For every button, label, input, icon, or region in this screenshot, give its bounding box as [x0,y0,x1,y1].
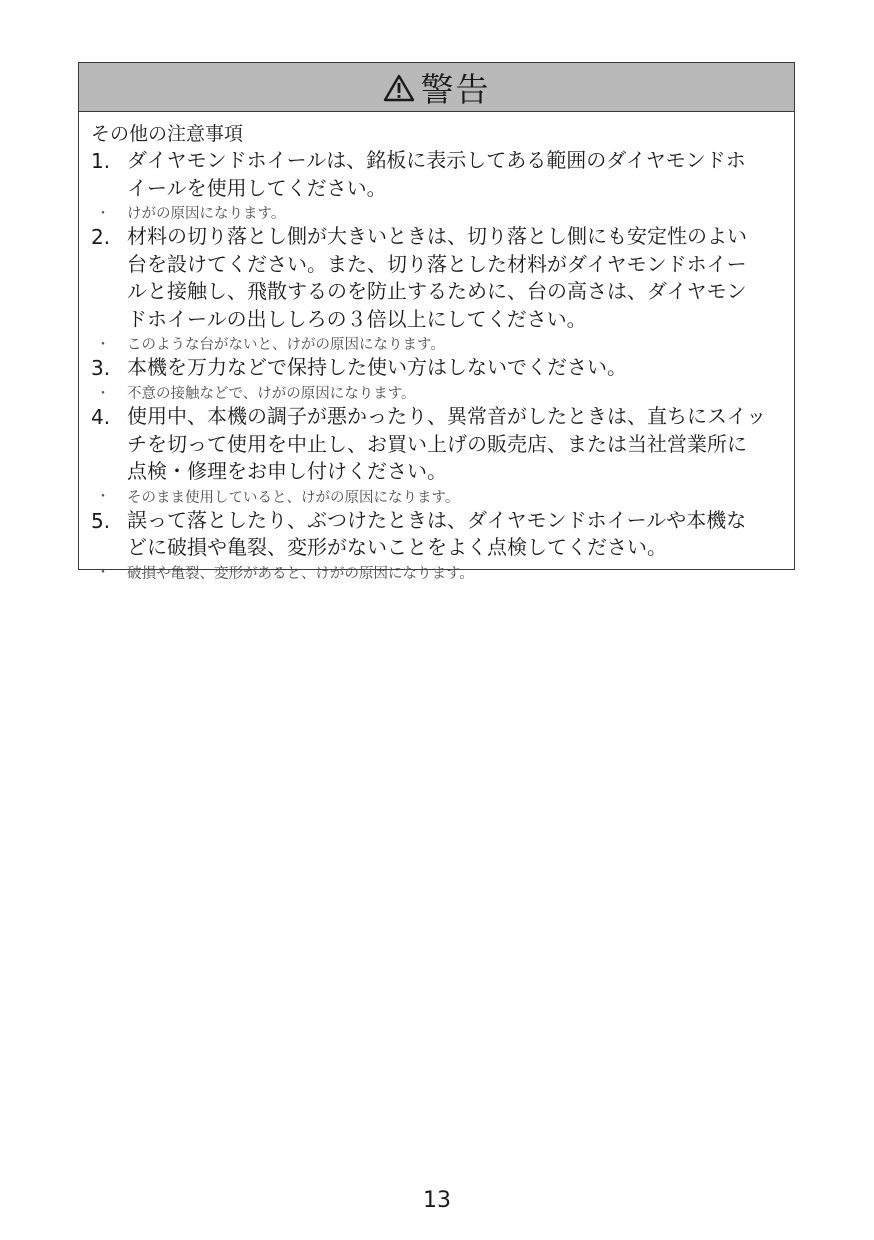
note-bullet: ・ [96,489,110,505]
list-item [91,507,794,562]
note [91,333,794,354]
item-text [127,147,746,202]
item-line: ルと接触し、飛散するのを防止するために、台の高さは、ダイヤモン [127,279,747,303]
item-text [127,223,747,333]
warning-body [79,112,794,583]
item-line: 点検・修理をお申し付けください。 [127,459,447,483]
item-line: チを切って使用を中止し、お買い上げの販売店、または当社営業所に [127,431,747,456]
item-line: ドホイールの出ししろの３倍以上にしてください。 [127,306,587,331]
note-text: 不意の接触などで、けがの原因になります。 [127,386,416,402]
item-line: ダイヤモンドホイールは、銘板に表示してある範囲のダイヤモンドホ [127,148,746,172]
warning-header [79,63,794,112]
item-number: 3. [91,356,111,380]
item-line: 材料の切り落とし側が大きいときは、切り落とし側にも安定性のよい [127,224,747,248]
note-text: このような台がないと、けがの原因になります。 [127,337,445,353]
item-text [127,507,746,562]
section-title: その他の注意事項 [91,123,244,145]
list-item [91,403,794,486]
note-text: けがの原因になります。 [127,206,286,222]
note-text: そのまま使用していると、けがの原因になります。 [127,489,460,506]
note-bullet: ・ [96,385,110,402]
item-line: 使用中、本機の調子が悪かったり、異常音がしたときは、直ちにスイッ [127,404,767,428]
note [91,382,794,403]
item-number: 4. [91,405,111,429]
list-item [91,147,794,202]
item-line: 台を設けてください。また、切り落とした材料がダイヤモンドホイー [127,251,747,276]
note-bullet: ・ [96,565,110,581]
note-text: 破損や亀裂、変形があると、けがの原因になります。 [127,565,474,582]
note [91,202,794,223]
item-text [127,354,627,382]
note-bullet: ・ [96,205,110,222]
item-line: 誤って落としたり、ぶつけたときは、ダイヤモンドホイールや本機な [127,507,747,532]
warning-title: 警告 [420,69,491,109]
list-item [91,354,794,382]
warning-triangle-icon [383,74,415,102]
item-number: 2. [91,225,111,249]
item-text [127,403,766,486]
page-number: 13 [423,1188,451,1213]
note-bullet: ・ [96,336,110,353]
item-line: イールを使用してください。 [127,175,387,200]
warning-box [78,62,795,582]
item-line: どに破損や亀裂、変形がないことをよく点検してください。 [127,535,667,559]
item-number: 5. [91,508,111,533]
note [91,486,794,507]
list-item [91,223,794,333]
note [91,562,794,583]
item-number: 1. [91,149,111,173]
item-line: 本機を万力などで保持した使い方はしないでください。 [127,355,627,379]
